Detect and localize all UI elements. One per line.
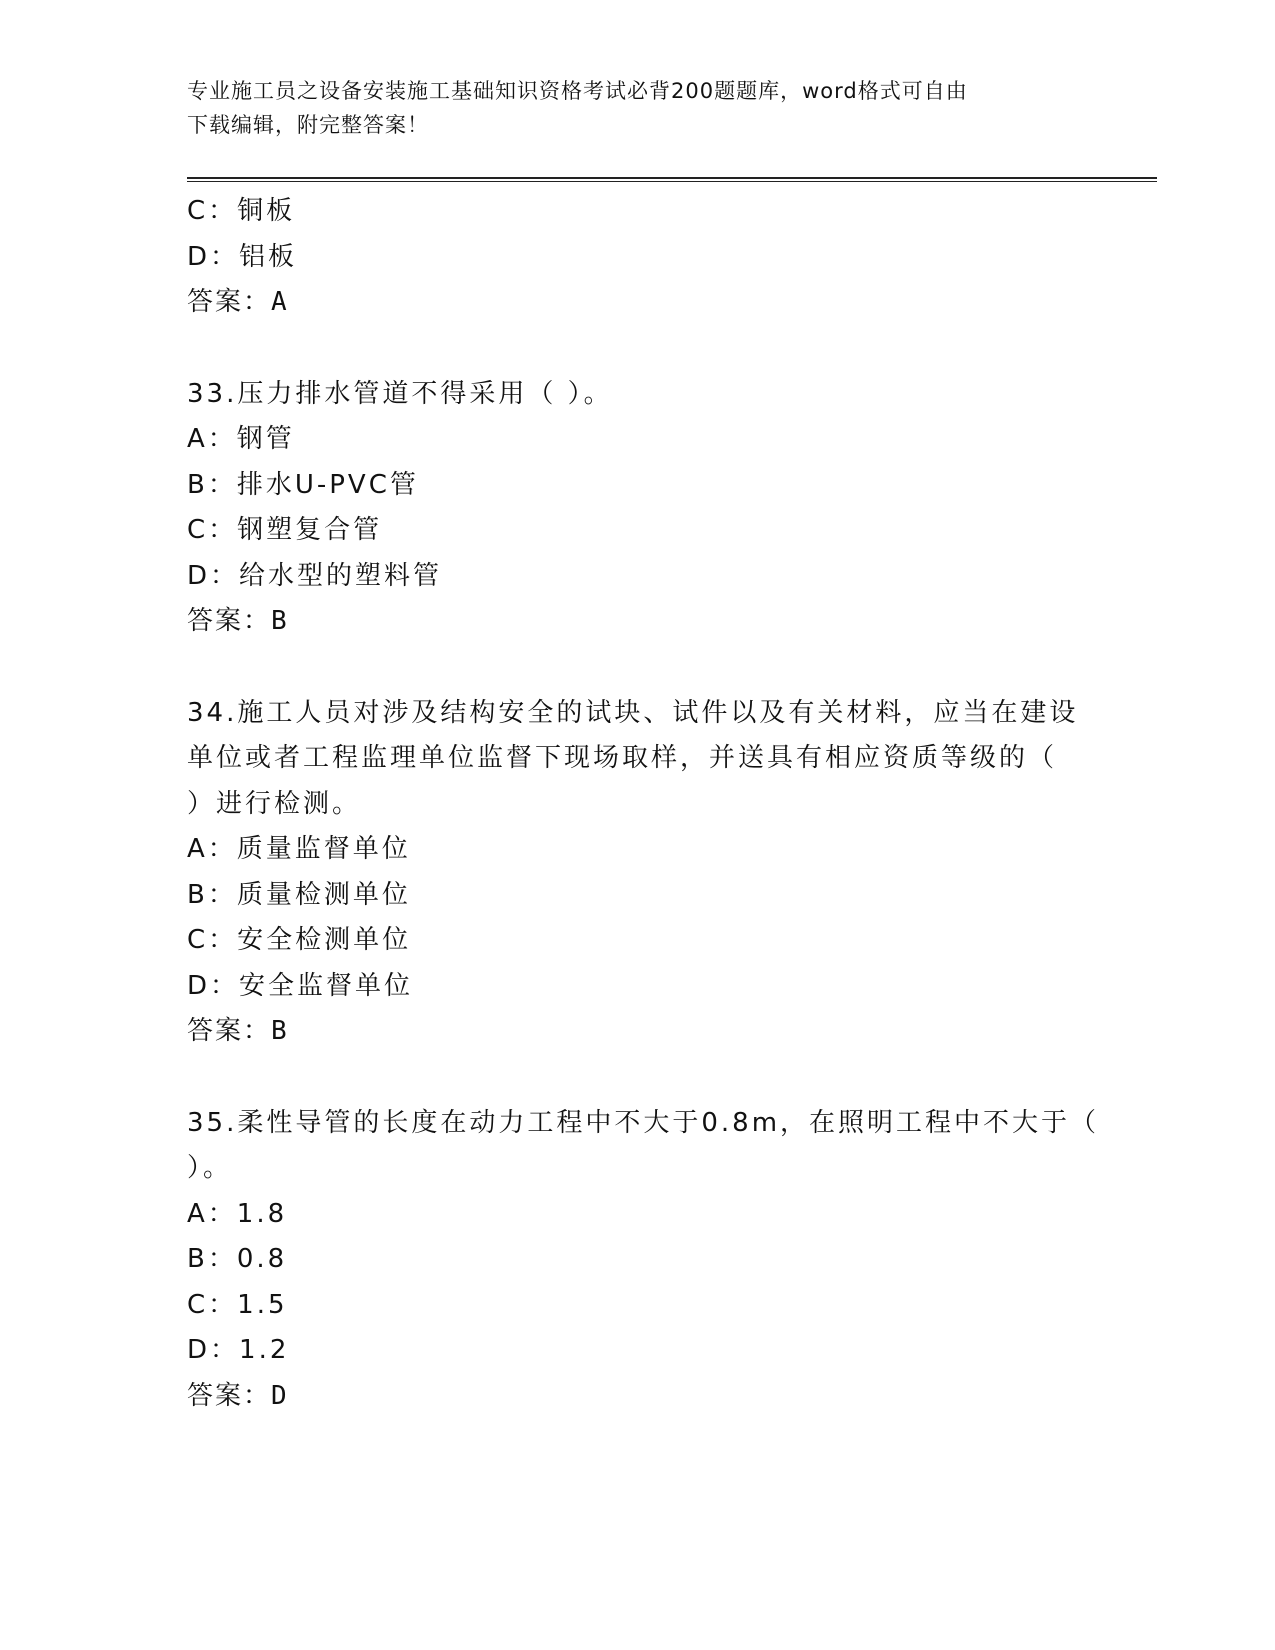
- header-line: 下载编辑，附完整答案！: [187, 113, 429, 137]
- answer-line: [187, 599, 1087, 645]
- question-block-32: [187, 189, 1087, 326]
- option-c: C：1.5: [187, 1289, 288, 1320]
- document-header: [187, 74, 1087, 142]
- option-d: D：铝板: [187, 241, 298, 272]
- spacer: [187, 645, 1087, 691]
- option-b: B：0.8: [187, 1244, 288, 1274]
- answer-line: [187, 1009, 1087, 1055]
- answer-label: 答案：: [187, 1016, 272, 1046]
- option-b: B：质量检测单位: [187, 879, 411, 910]
- option-c: C：铜板: [187, 196, 296, 226]
- question-stem: ）进行检测。: [187, 788, 362, 819]
- spacer: [187, 326, 1087, 372]
- question-block-34: [187, 691, 1087, 1055]
- answer-value: D: [271, 1380, 289, 1411]
- option-a: A：质量监督单位: [187, 834, 411, 864]
- header-divider: [187, 177, 1157, 182]
- answer-line: [187, 280, 1087, 326]
- question-stem: ）。: [187, 1153, 233, 1183]
- question-stem: 35.柔性导管的长度在动力工程中不大于0.8m，在照明工程中不大于（: [187, 1107, 1100, 1138]
- question-block-35: [187, 1101, 1100, 1420]
- option-a: A：1.8: [187, 1198, 288, 1229]
- option-c: C：安全检测单位: [187, 925, 412, 955]
- question-block-33: [187, 372, 1087, 645]
- answer-label: 答案：: [187, 606, 272, 636]
- option-a: A：钢管: [187, 424, 295, 454]
- option-d: D：1.2: [187, 1335, 290, 1365]
- question-list: [187, 189, 1100, 1419]
- header-line: 专业施工员之设备安装施工基础知识资格考试必背200题题库，word格式可自由: [187, 79, 968, 103]
- answer-value: A: [271, 287, 289, 317]
- answer-line: [187, 1374, 1087, 1420]
- question-stem: 33.压力排水管道不得采用（ ）。: [187, 378, 613, 409]
- option-b: B：排水U-PVC管: [187, 469, 419, 500]
- question-stem: 34.施工人员对涉及结构安全的试块、试件以及有关材料，应当在建设: [187, 697, 1079, 728]
- spacer: [187, 1055, 1087, 1101]
- option-d: D：安全监督单位: [187, 970, 414, 1001]
- option-d: D：给水型的塑料管: [187, 560, 443, 591]
- answer-label: 答案：: [187, 287, 272, 317]
- option-c: C：钢塑复合管: [187, 515, 383, 545]
- answer-value: B: [271, 1016, 289, 1046]
- answer-value: B: [271, 606, 289, 636]
- answer-label: 答案：: [187, 1380, 272, 1411]
- question-stem: 单位或者工程监理单位监督下现场取样，并送具有相应资质等级的（: [187, 743, 1058, 773]
